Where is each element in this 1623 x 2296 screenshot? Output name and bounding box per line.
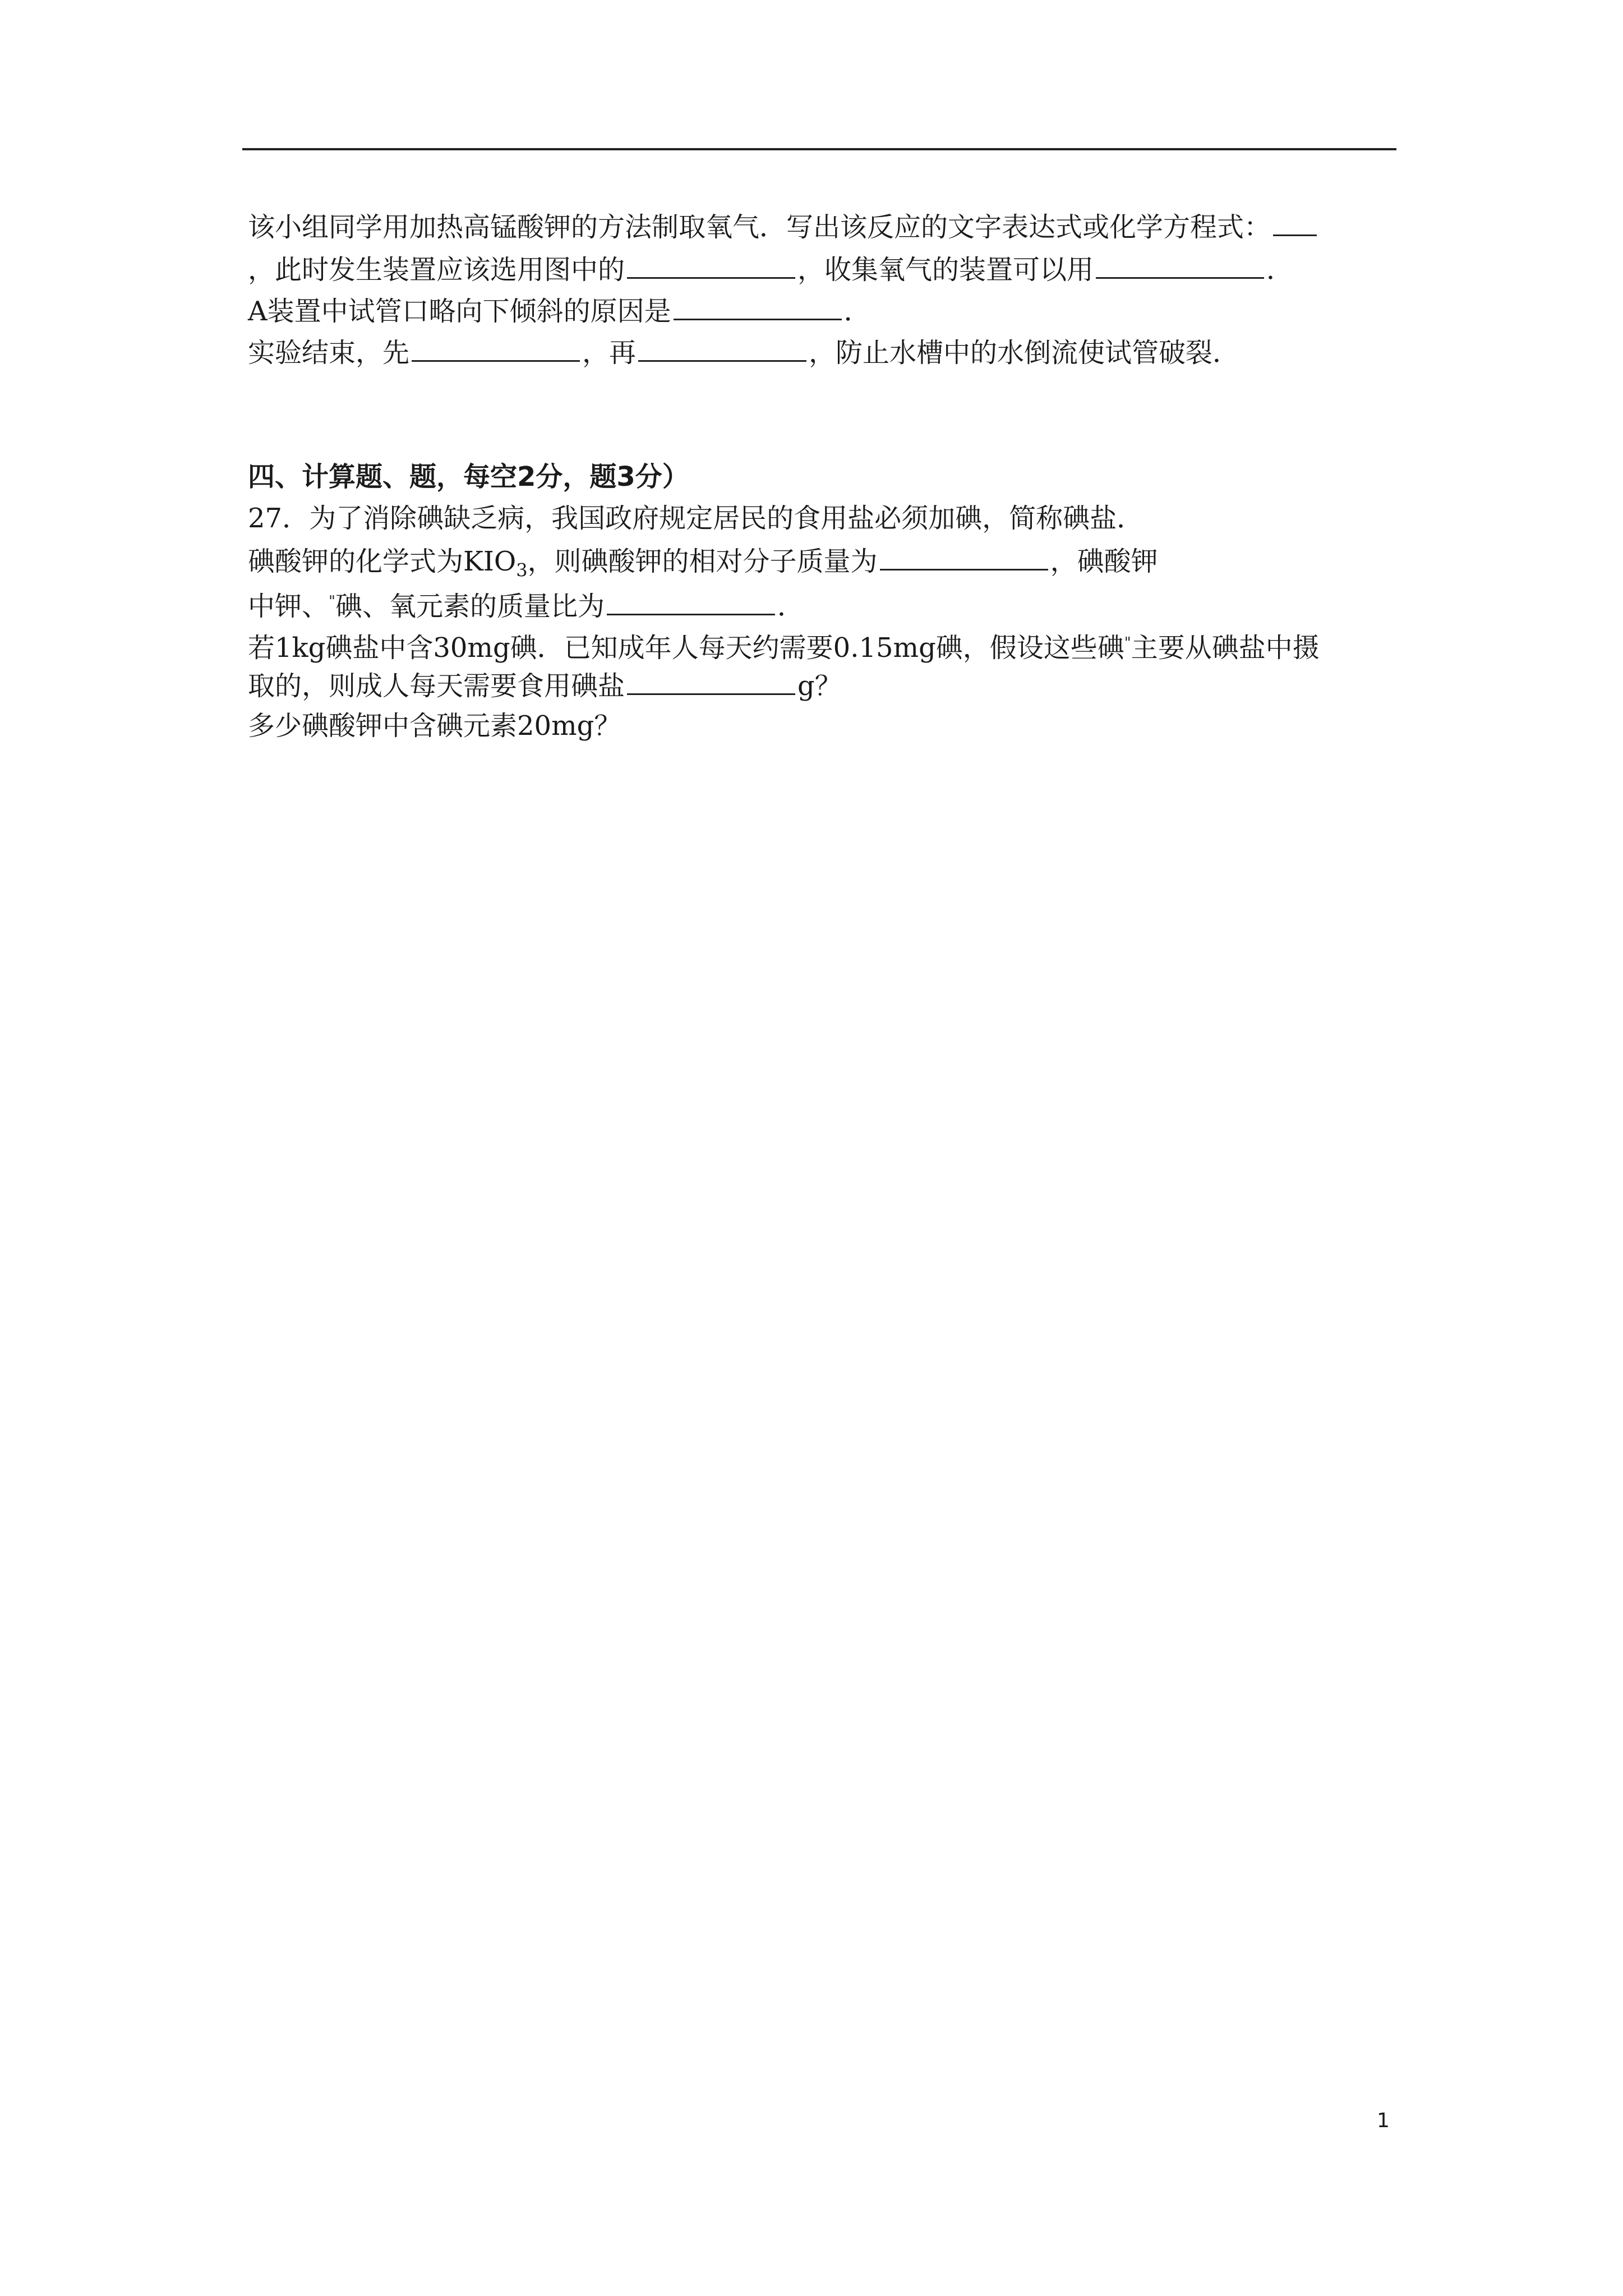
answer-blank-salt-grams[interactable] — [627, 668, 795, 695]
answer-blank-molar-mass[interactable] — [880, 543, 1048, 570]
s4-line-2: 碘酸钾的化学式为$KIO_3$，则碘酸钾的相对分子质量为 ，碘酸钾 — [248, 543, 1158, 587]
answer-blank-tilt-reason[interactable] — [674, 293, 842, 320]
answer-blank-generator[interactable] — [627, 251, 795, 279]
s3-line-1: 该小组同学用加热高锰酸钾的方法制取氧气．写出该反应的文字表达式或化学方程式： — [248, 209, 1319, 244]
page-number: 1 — [1377, 2109, 1390, 2132]
s4-line-6: 多少碘酸钾中含碘元素20mg？ — [248, 710, 621, 742]
header-rule — [242, 148, 1396, 150]
s4-line-5: 取的，则成人每天需要食用碘盐 g？ — [248, 668, 842, 703]
s3-line-2: ，此时发生装置应该选用图中的 ，收集氧气的装置可以用 ． — [248, 251, 1293, 287]
section-4-heading: 四、计算题、题，每空2分，题3分） — [248, 461, 689, 493]
answer-blank-collector[interactable] — [1096, 251, 1264, 279]
s3-line-4: 实验结束，先 ，再 ，防止水槽中的水倒流使试管破裂． — [248, 334, 1239, 370]
s4-line-4: 若1kg碘盐中含30mg碘．已知成年人每天约需要0.15mg碘，假设这些碘"主要从碘盐中摄 — [248, 632, 1320, 664]
s4-question-intro: 27．为了消除碘缺乏病，我国政府规定居民的食用盐必须加碘，简称碘盐． — [248, 503, 1144, 534]
answer-blank-first-step[interactable] — [412, 334, 580, 362]
answer-blank-mass-ratio[interactable] — [607, 588, 775, 615]
s4-line-3: 中钾、"碘、氧元素的质量比为 ． — [248, 585, 804, 623]
s3-line-3: A装置中试管口略向下倾斜的原因是 ． — [248, 293, 871, 328]
answer-blank-second-step[interactable] — [638, 334, 806, 362]
answer-blank-equation[interactable] — [1273, 209, 1317, 236]
